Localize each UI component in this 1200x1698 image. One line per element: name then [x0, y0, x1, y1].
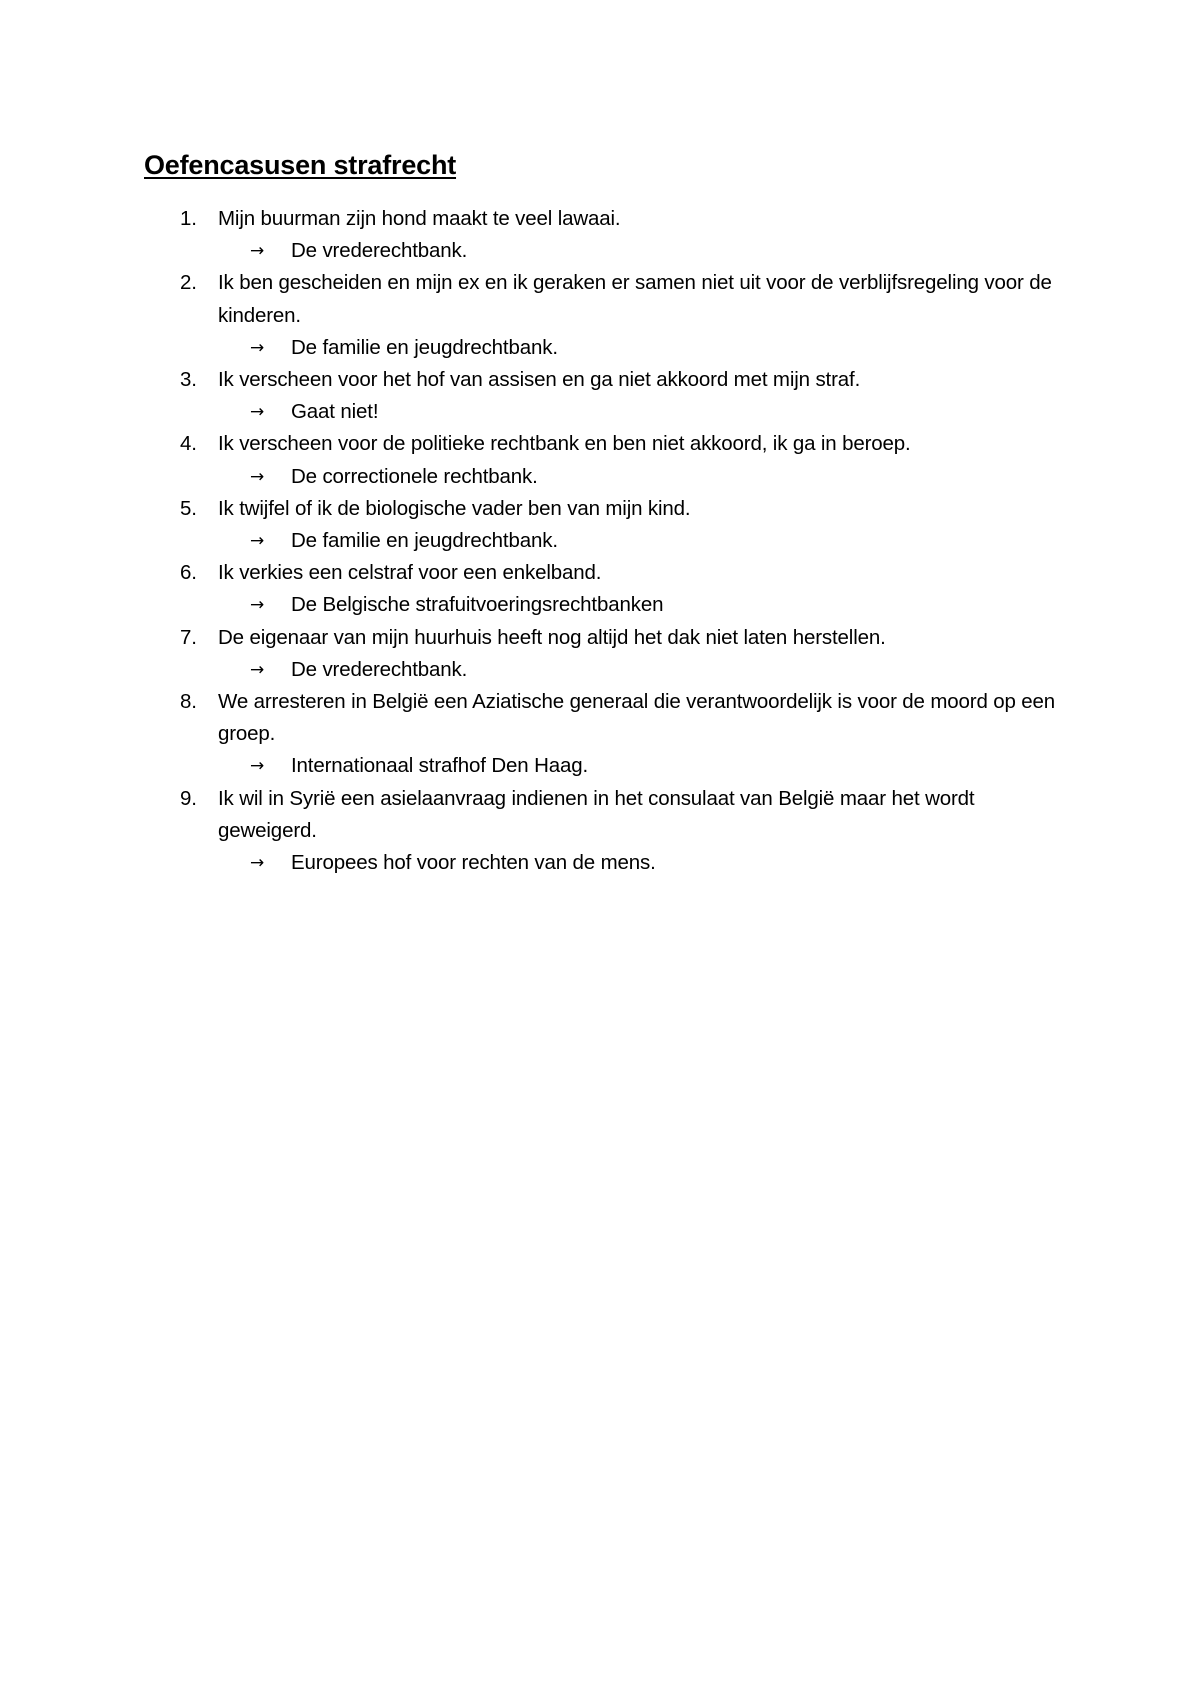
case-question: De eigenaar van mijn huurhuis heeft nog altijd het dak niet laten herstellen. — [218, 625, 886, 649]
case-question: Ik verscheen voor de politieke rechtbank en ben niet akkoord, ik ga in beroep. — [218, 432, 911, 456]
case-question: We arresteren in België een Aziatische generaal die verantwoordelijk is voor de moord op een groep. — [218, 690, 1056, 746]
case-answer — [218, 654, 1074, 686]
case-answer-text: De vrederechtbank. — [291, 657, 468, 681]
item-number: 3. — [180, 368, 197, 392]
arrow-right-icon: → — [250, 853, 265, 874]
list-item — [144, 203, 1074, 267]
case-answer-text: Gaat niet! — [291, 400, 379, 424]
item-number: 8. — [180, 690, 197, 714]
case-answer-text: De Belgische strafuitvoeringsrechtbanken — [291, 593, 664, 617]
case-answer-text: De familie en jeugdrechtbank. — [291, 529, 558, 553]
case-answer-text: De correctionele rechtbank. — [291, 464, 538, 488]
item-number: 4. — [180, 432, 197, 456]
case-question: Ik twijfel of ik de biologische vader ben van mijn kind. — [218, 496, 691, 520]
list-item — [144, 686, 1074, 783]
arrow-right-icon: → — [250, 756, 265, 777]
item-number: 9. — [180, 786, 197, 810]
arrow-right-icon: → — [250, 241, 265, 262]
list-item — [144, 493, 1074, 557]
case-answer — [218, 525, 1074, 557]
case-answer — [218, 589, 1074, 621]
case-answer — [218, 461, 1074, 493]
case-answer-text: De familie en jeugdrechtbank. — [291, 335, 558, 359]
list-item — [144, 428, 1074, 492]
document-title: Oefencasusen strafrecht — [144, 150, 457, 180]
case-answer — [218, 847, 1074, 879]
arrow-right-icon: → — [250, 659, 265, 680]
case-answer — [218, 396, 1074, 428]
arrow-right-icon: → — [250, 337, 265, 358]
case-answer-text: De vrederechtbank. — [291, 239, 468, 263]
case-question: Ik ben gescheiden en mijn ex en ik geraken er samen niet uit voor de verblijfsregeling voor de kinderen. — [218, 271, 1052, 327]
list-item — [144, 783, 1074, 880]
case-answer-text: Europees hof voor rechten van de mens. — [291, 851, 656, 875]
case-question: Ik verscheen voor het hof van assisen en ga niet akkoord met mijn straf. — [218, 368, 861, 392]
case-question: Ik verkies een celstraf voor een enkelband. — [218, 561, 602, 585]
list-item — [144, 557, 1074, 621]
list-item — [144, 622, 1074, 686]
item-number: 6. — [180, 561, 197, 585]
case-answer — [218, 235, 1074, 267]
list-item — [144, 364, 1074, 428]
case-question: Ik wil in Syrië een asielaanvraag indienen in het consulaat van België maar het wordt geweigerd. — [218, 786, 975, 842]
case-answer-text: Internationaal strafhof Den Haag. — [291, 754, 589, 778]
list-item — [144, 267, 1074, 364]
arrow-right-icon: → — [250, 466, 265, 487]
item-number: 7. — [180, 625, 197, 649]
arrow-right-icon: → — [250, 402, 265, 423]
case-answer — [218, 750, 1074, 782]
case-list — [144, 203, 1074, 879]
arrow-right-icon: → — [250, 531, 265, 552]
case-question: Mijn buurman zijn hond maakt te veel lawaai. — [218, 207, 621, 230]
item-number: 5. — [180, 496, 197, 520]
item-number: 1. — [180, 207, 197, 230]
item-number: 2. — [180, 271, 197, 295]
case-answer — [218, 332, 1074, 364]
arrow-right-icon: → — [250, 595, 265, 616]
